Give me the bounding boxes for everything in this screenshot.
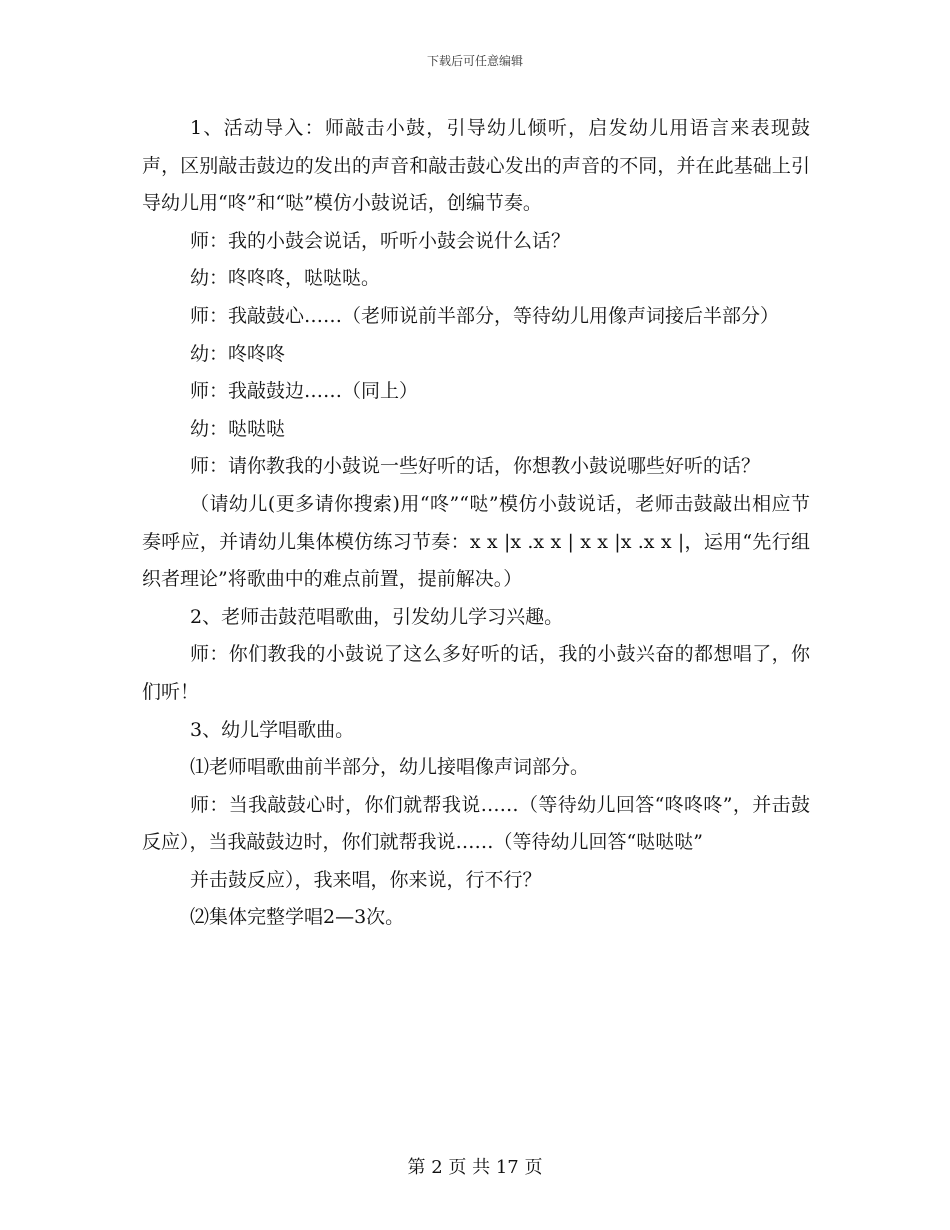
- paragraph-step-3: 3、幼儿学唱歌曲。: [190, 718, 355, 741]
- paragraph-teacher-line: 师：我的小鼓会说话，听听小鼓会说什么话？: [190, 229, 571, 252]
- paragraph-teacher-line: 师：请你教我的小鼓说一些好听的话，你想教小鼓说哪些好听的话？: [190, 455, 761, 478]
- paragraph-continuation: 并击鼓反应），我来唱，你来说，行不行？: [190, 868, 542, 891]
- paragraph-child-line: 幼：咚咚咚: [190, 342, 286, 365]
- paragraph-rhythm-note: （请幼儿(更多请你搜索)用“咚”“哒”模仿小鼓说话，老师击鼓敲出相应节奏呼应，并请幼儿集体模仿练习节奏：x x |x .x x | x x |x .x x |，运用“先行组织者理论”将歌曲中的难点前置，提前解决。）: [142, 492, 810, 591]
- page-header: 下载后可任意编辑: [426, 54, 523, 68]
- paragraph-child-line: 幼：咚咚咚，哒哒哒。: [190, 267, 381, 290]
- page-number: 第 2 页 共 17 页: [407, 1157, 543, 1178]
- paragraph-child-line: 幼：哒哒哒: [190, 417, 286, 440]
- body-text: [142, 110, 810, 937]
- paragraph-teacher-line: 师：当我敲鼓心时，你们就帮我说……（等待幼儿回答“咚咚咚”，并击鼓反应），当我敲鼓边时，你们就帮我说……（等待幼儿回答“哒哒哒”: [142, 793, 810, 854]
- paragraph-step-2: 2、老师击鼓范唱歌曲，引发幼儿学习兴趣。: [190, 605, 564, 628]
- paragraph-teacher-line: 师：你们教我的小鼓说了这么多好听的话，我的小鼓兴奋的都想唱了，你们听！: [142, 643, 810, 703]
- paragraph-teacher-line: 师：我敲鼓心……（老师说前半部分，等待幼儿用像声词接后半部分）: [190, 304, 780, 327]
- paragraph-substep-1: ⑴老师唱歌曲前半部分，幼儿接唱像声词部分。: [190, 756, 590, 779]
- paragraph-teacher-line: 师：我敲鼓边……（同上）: [190, 380, 419, 403]
- paragraph-activity-intro: 1、活动导入：师敲击小鼓，引导幼儿倾听，启发幼儿用语言来表现鼓声，区别敲击鼓边的发出的声音和敲击鼓心发出的声音的不同，并在此基础上引导幼儿用“咚”和“哒”模仿小鼓说话，创编节奏。: [142, 117, 810, 215]
- paragraph-substep-2: ⑵集体完整学唱2—3次。: [190, 906, 405, 929]
